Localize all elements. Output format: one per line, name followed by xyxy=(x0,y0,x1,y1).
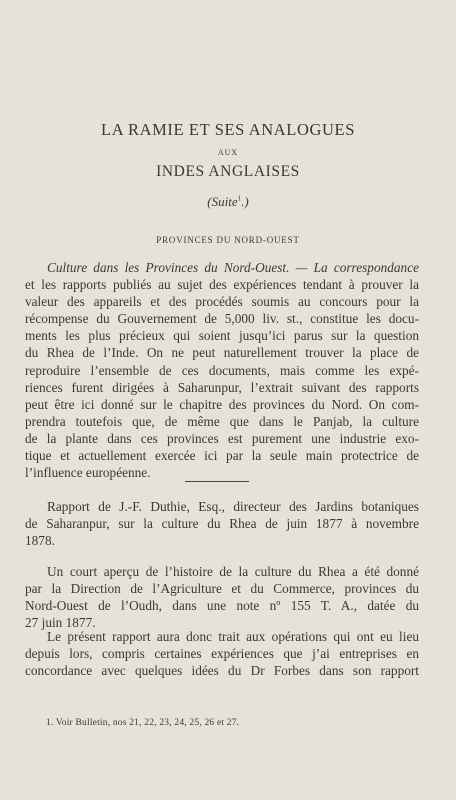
paragraph-line: 27 juin 1877. xyxy=(25,615,96,631)
paragraph-line: depuis lors, compris certaines expériences que j’ai entreprises en xyxy=(25,646,419,662)
paragraph-line: récompense du Gouvernement de 5,000 liv. st., constitue les docu- xyxy=(25,311,419,327)
paragraph-line: reproduire l’ensemble de ces documents, mais comme les expé- xyxy=(25,362,419,378)
paragraph-culture xyxy=(25,259,419,481)
paragraph-line: Le présent rapport aura donc trait aux opérations qui ont eu lieu xyxy=(47,629,419,644)
paragraph-line: concordance avec quelques idées du Dr Forbes dans son rapport xyxy=(25,663,419,679)
paragraph-line: Rapport de J.-F. Duthie, Esq., directeur des Jardins botaniques xyxy=(47,499,419,514)
paragraph-line: et les rapports publiés au sujet des expériences tendant à prouver la xyxy=(25,277,419,293)
article-title: LA RAMIE ET SES ANALOGUES xyxy=(101,120,355,139)
paragraph-line: 1878. xyxy=(25,533,55,549)
paragraph-line: Culture dans les Provinces du Nord-Ouest. — La correspondance xyxy=(47,260,419,275)
paragraph-line: Un court aperçu de l’histoire de la culture du Rhea a été donné xyxy=(47,564,419,579)
paragraph-line: du Rhea de l’Inde. On ne peut naturellement trouver la place de xyxy=(25,345,419,361)
paragraph-line: prendra toutefois que, de même que dans le Panjab, la culture xyxy=(25,413,419,429)
paragraph-line: peut être ici donné sur le chapitre des provinces du Nord. On com- xyxy=(25,396,419,412)
paragraph-line: ments les plus précieux qui soient jusqu’ici parus sur la question xyxy=(25,328,419,344)
paragraph-line: valeur des appareils et des procédés soumis au concours pour la xyxy=(25,294,419,310)
article-title-connector: AUX xyxy=(217,148,239,157)
section-divider xyxy=(185,481,249,482)
paragraph-line: de Saharanpur, sur la culture du Rhea de juin 1877 à novembre xyxy=(25,516,419,532)
paragraph-line: tique et actuellement exercée ici par la seule main protectrice de xyxy=(25,448,419,464)
paragraph-line: Nord-Ouest de l’Oudh, dans une note nº 155 T. A., datée du xyxy=(25,598,419,614)
footnote-marker: 1 xyxy=(237,194,242,203)
section-heading: PROVINCES DU NORD-OUEST xyxy=(156,235,300,245)
footnote: 1. Voir Bulletin, nos 21, 22, 23, 24, 25, 26 et 27. xyxy=(46,718,240,728)
paragraph-present-report xyxy=(25,628,419,679)
paragraph-report-title xyxy=(25,498,419,549)
paragraph-line: riences furent dirigées à Saharunpur, l’extrait suivant des rapports xyxy=(25,379,419,395)
paragraph-line: par la Direction de l’Agriculture et du Commerce, provinces du xyxy=(25,581,419,597)
paragraph-line: l’influence européenne. xyxy=(25,465,151,481)
paragraph-line: de la plante dans ces provinces est purement une industrie exo- xyxy=(25,430,419,446)
article-subtitle: INDES ANGLAISES xyxy=(156,163,300,180)
continuation-label: (Suite$^1$.) xyxy=(207,194,249,209)
paragraph-history xyxy=(25,563,419,631)
